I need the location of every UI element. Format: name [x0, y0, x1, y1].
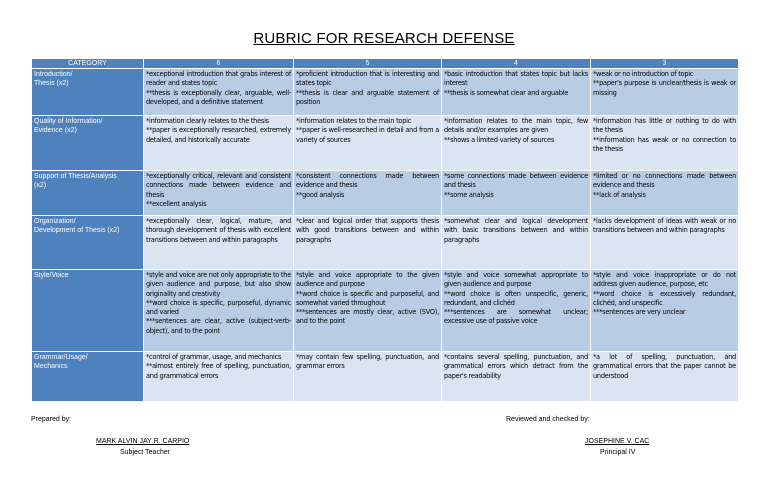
row-category: Introduction/ Thesis (x2): [32, 69, 144, 116]
row-category: Support of Thesis/Analysis (x2): [32, 171, 144, 216]
table-cell: *basic introduction that states topic but lacks interest **thesis is somewhat clear and arguable: [442, 69, 591, 116]
table-cell: *style and voice appropriate to the given audience and purpose **word choice is specific and purposeful, and somewhat varied throughout ***sentences are mostly clear, active (SVO), and to the point: [294, 270, 442, 352]
prepared-by-label: Prepared by:: [31, 416, 72, 423]
table-cell: *style and voice inappropriate or do not address given audience, purpose, etc **word choice is excessively redundant, clichéd, and unspecific ***sentences are very unclear: [591, 270, 739, 352]
table-row: [32, 352, 739, 402]
table-cell: *lacks development of ideas with weak or no transitions between and within paragraphs: [591, 216, 739, 270]
row-category: Style/Voice: [32, 270, 144, 352]
header-score-6: 6: [144, 59, 294, 69]
table-cell: *weak or no introduction of topic **paper's purpose is unclear/thesis is weak or missing: [591, 69, 739, 116]
table-cell: *proficient introduction that is interesting and states topic **thesis is clear and arguable statement of position: [294, 69, 442, 116]
table-row: [32, 270, 739, 352]
table-cell: *limited or no connections made between evidence and thesis **lack of analysis: [591, 171, 739, 216]
row-category: Quality of Information/ Evidence (x2): [32, 116, 144, 171]
table-cell: *exceptional introduction that grabs interest of reader and states topic **thesis is exceptionally clear, arguable, well-developed, and a definitive statement: [144, 69, 294, 116]
document-title: RUBRIC FOR RESEARCH DEFENSE: [253, 30, 515, 47]
table-cell: *style and voice are not only appropriate to the given audience and purpose, but also show originality and creativity **word choice is specific, purposeful, dynamic and varied ***sentences are clear, active (subject-verb-object), and to the point: [144, 270, 294, 352]
table-cell: *consistent connections made between evidence and thesis **good analysis: [294, 171, 442, 216]
header-score-5: 5: [294, 59, 442, 69]
header-category: CATEGORY: [32, 59, 144, 69]
table-cell: *a lot of spelling, punctuation, and grammatical errors that the paper cannot be understood: [591, 352, 739, 402]
reviewed-by-label: Reviewed and checked by:: [506, 416, 590, 423]
header-score-4: 4: [442, 59, 591, 69]
table-cell: *information has little or nothing to do with the thesis **information has weak or no connection to the thesis: [591, 116, 739, 171]
prepared-by-role: Subject Teacher: [120, 449, 171, 456]
rubric-table: [31, 58, 739, 402]
table-header-row: [32, 59, 739, 69]
row-category: Organization/ Development of Thesis (x2): [32, 216, 144, 270]
table-cell: *clear and logical order that supports thesis with good transitions between and within paragraphs: [294, 216, 442, 270]
reviewed-by-name: JOSEPHINE V. CAC: [585, 438, 650, 445]
row-category: Grammar/Usage/ Mechanics: [32, 352, 144, 402]
header-score-3: 3: [591, 59, 739, 69]
table-row: [32, 69, 739, 116]
reviewed-by-role: Principal IV: [600, 449, 636, 456]
table-cell: *control of grammar, usage, and mechanics **almost entirely free of spelling, punctuation, and grammatical errors: [144, 352, 294, 402]
table-cell: *may contain few spelling, punctuation, and grammar errors: [294, 352, 442, 402]
table-cell: *style and voice somewhat appropriate to given audience and purpose **word choice is often unspecific, generic, redundant, and clichéd ***sentences are somewhat unclear; excessive use of passive voice: [442, 270, 591, 352]
prepared-by-name: MARK ALVIN JAY R. CARPIO: [96, 438, 190, 445]
table-cell: *information clearly relates to the thesis **paper is exceptionally researched, extremely detailed, and historically accurate: [144, 116, 294, 171]
table-cell: *information relates to the main topic **paper is well-researched in detail and from a variety of sources: [294, 116, 442, 171]
table-cell: *information relates to the main topic, few details and/or examples are given **shows a limited variety of sources: [442, 116, 591, 171]
table-cell: *exceptionally clear, logical, mature, and thorough development of thesis with excellent transitions between and within paragraphs: [144, 216, 294, 270]
table-cell: *somewhat clear and logical development with basic transitions between and within paragraphs: [442, 216, 591, 270]
table-row: [32, 216, 739, 270]
table-row: [32, 116, 739, 171]
table-cell: *exceptionally critical, relevant and consistent connections made between evidence and thesis **excellent analysis: [144, 171, 294, 216]
table-row: [32, 171, 739, 216]
table-cell: *contains several spelling, punctuation, and grammatical errors which detract from the paper's readability: [442, 352, 591, 402]
table-cell: *some connections made between evidence and thesis **some analysis: [442, 171, 591, 216]
